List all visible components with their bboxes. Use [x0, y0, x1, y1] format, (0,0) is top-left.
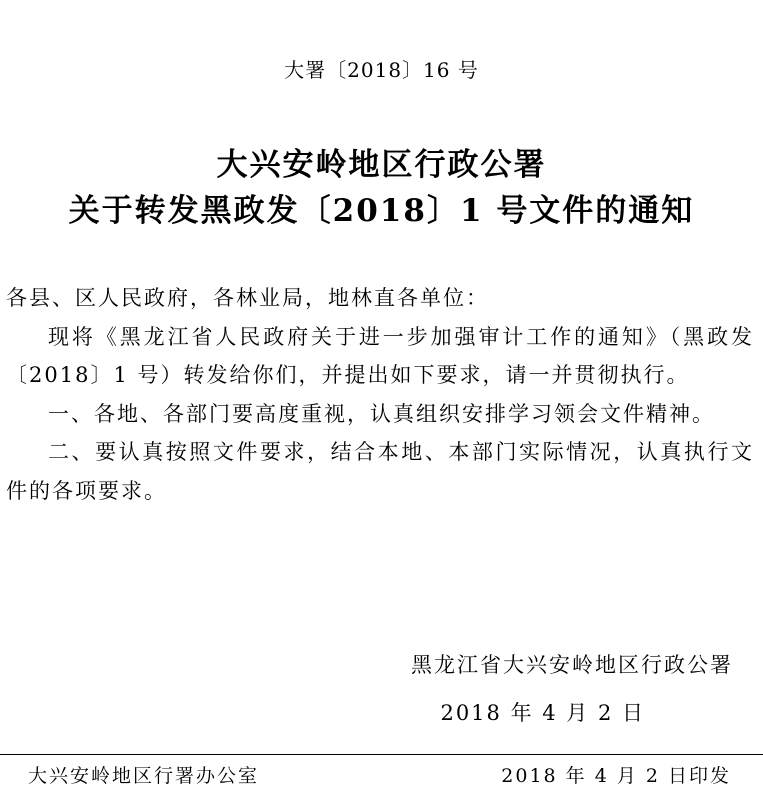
- signature-date: 2018 年 4 月 2 日: [440, 701, 645, 725]
- footer-divider: [0, 754, 763, 755]
- issuer-signature: 黑龙江省大兴安岭地区行政公署: [411, 653, 733, 677]
- intro-paragraph: 现将《黑龙江省人民政府关于进一步加强审计工作的通知》（黑政发〔2018〕1 号）转发给你们，并提出如下要求，请一并贯彻执行。: [6, 324, 754, 387]
- requirement-item-2: 二、要认真按照文件要求，结合本地、本部门实际情况，认真执行文件的各项要求。: [6, 440, 754, 503]
- document-number: 大署〔2018〕16 号: [284, 58, 479, 82]
- document-body: [6, 279, 754, 510]
- title-line-issuer: 大兴安岭地区行政公署: [216, 147, 547, 183]
- salutation: 各县、区人民政府，各林业局，地林直各单位：: [6, 286, 489, 310]
- title-line-subject: 关于转发黑政发〔2018〕1 号文件的通知: [68, 193, 695, 229]
- requirement-item-1: 一、各地、各部门要高度重视，认真组织安排学习领会文件精神。: [48, 401, 715, 426]
- footer-office: 大兴安岭地区行署办公室: [28, 765, 260, 787]
- footer-print-date: 2018 年 4 月 2 日印发: [501, 765, 731, 787]
- document-title: [0, 142, 763, 234]
